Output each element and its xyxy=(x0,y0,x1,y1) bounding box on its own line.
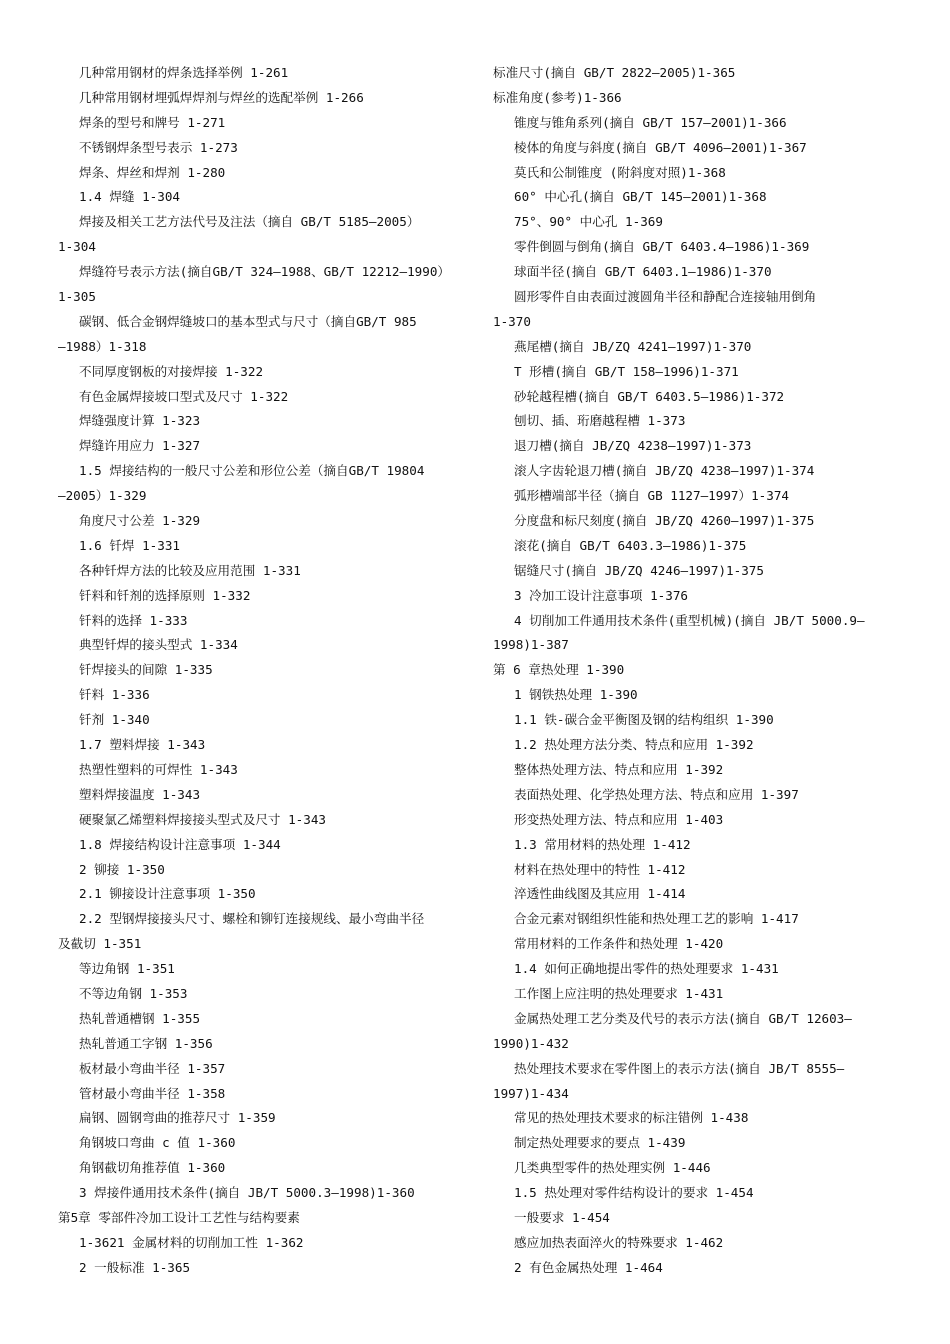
toc-entry: 燕尾槽(摘自 JB/ZQ 4241—1997)1-370 xyxy=(514,338,752,354)
toc-entry: 75°、90° 中心孔 1-369 xyxy=(514,214,663,230)
toc-entry: 滚花(摘自 GB/T 6403.3—1986)1-375 xyxy=(514,537,747,553)
toc-entry: 4 切削加工件通用技术条件(重型机械)(摘自 JB/T 5000.9— xyxy=(514,612,865,628)
toc-entry: 钎剂 1-340 xyxy=(79,712,150,728)
toc-entry: 2 铆接 1-350 xyxy=(79,861,165,877)
toc-entry: 塑料焊接温度 1-343 xyxy=(79,786,201,802)
toc-entry: 标准尺寸(摘自 GB/T 2822—2005)1-365 xyxy=(493,65,736,80)
toc-entry: 圆形零件自由表面过渡圆角半径和静配合连接轴用倒角 xyxy=(514,289,817,305)
toc-entry: 1.1 铁-碳合金平衡图及钢的结构组织 1-390 xyxy=(514,712,774,728)
toc-entry: 2 一般标准 1-365 xyxy=(79,1259,191,1275)
toc-entry: 钎料 1-336 xyxy=(79,687,150,703)
toc-entry: 焊缝许用应力 1-327 xyxy=(79,438,201,454)
toc-entry: 3 冷加工设计注意事项 1-376 xyxy=(514,587,689,603)
toc-entry: 热轧普通槽钢 1-355 xyxy=(79,1010,201,1026)
toc-entry: 1-305 xyxy=(58,289,96,305)
toc-entry: 板材最小弯曲半径 1-357 xyxy=(79,1060,226,1076)
toc-entry: 热塑性塑料的可焊性 1-343 xyxy=(79,761,238,777)
toc-entry: 材料在热处理中的特性 1-412 xyxy=(514,861,686,877)
toc-entry: 钎料和钎剂的选择原则 1-332 xyxy=(79,587,251,603)
toc-entry: 扁钢、圆钢弯曲的推荐尺寸 1-359 xyxy=(79,1110,276,1126)
toc-entry: 3 焊接件通用技术条件(摘自 JB/T 5000.3—1998)1-360 xyxy=(79,1185,415,1201)
toc-entry: 钎焊接头的间隙 1-335 xyxy=(79,662,213,678)
toc-entry: 整体热处理方法、特点和应用 1-392 xyxy=(514,761,724,777)
toc-entry: 刨切、插、珩磨越程槽 1-373 xyxy=(514,413,686,429)
toc-entry: 几类典型零件的热处理实例 1-446 xyxy=(514,1160,711,1176)
toc-entry: 焊缝强度计算 1-323 xyxy=(79,413,201,429)
toc-entry: 1.8 焊接结构设计注意事项 1-344 xyxy=(79,836,281,852)
toc-entry: 热处理技术要求在零件图上的表示方法(摘自 JB/T 8555— xyxy=(514,1060,845,1076)
toc-entry: 1-3621 金属材料的切削加工性 1-362 xyxy=(79,1234,304,1250)
toc-entry: 1.2 热处理方法分类、特点和应用 1-392 xyxy=(514,737,754,753)
toc-entry: 莫氏和公制锥度 (附斜度对照)1-368 xyxy=(514,164,726,180)
toc-entry: 焊条的型号和牌号 1-271 xyxy=(79,114,226,130)
toc-entry: 标准角度(参考)1-366 xyxy=(493,89,622,105)
toc-entry: 一般要求 1-454 xyxy=(514,1209,610,1225)
toc-entry: 2 有色金属热处理 1-464 xyxy=(514,1259,663,1275)
toc-entry: 1.3 常用材料的热处理 1-412 xyxy=(514,836,691,852)
toc-entry: 1990)1-432 xyxy=(493,1035,569,1051)
toc-entry: 2.2 型钢焊接接头尺寸、螺栓和铆钉连接规线、最小弯曲半径 xyxy=(79,911,425,927)
toc-entry: 第5章 零部件冷加工设计工艺性与结构要素 xyxy=(58,1209,300,1225)
toc-entry: 钎料的选择 1-333 xyxy=(79,612,188,628)
toc-entry: 1.4 焊缝 1-304 xyxy=(79,189,181,205)
toc-entry: 第 6 章热处理 1-390 xyxy=(493,662,625,678)
toc-entry: 砂轮越程槽(摘自 GB/T 6403.5—1986)1-372 xyxy=(514,388,785,404)
toc-entry: —2005）1-329 xyxy=(58,488,147,504)
toc-entry: 1.5 焊接结构的一般尺寸公差和形位公差（摘自GB/T 19804 xyxy=(79,463,425,479)
toc-entry: 金属热处理工艺分类及代号的表示方法(摘自 GB/T 12603— xyxy=(514,1010,852,1026)
toc-entry: 1998)1-387 xyxy=(493,637,569,653)
toc-entry: 退刀槽(摘自 JB/ZQ 4238—1997)1-373 xyxy=(514,438,752,454)
toc-entry: 球面半径(摘自 GB/T 6403.1—1986)1-370 xyxy=(514,264,772,280)
toc-entry: 形变热处理方法、特点和应用 1-403 xyxy=(514,811,724,827)
toc-entry: 各种钎焊方法的比较及应用范围 1-331 xyxy=(79,562,301,578)
toc-entry: 典型钎焊的接头型式 1-334 xyxy=(79,637,238,653)
toc-entry: 弧形槽端部半径（摘自 GB 1127—1997）1-374 xyxy=(514,488,790,504)
toc-entry: 有色金属焊接坡口型式及尺寸 1-322 xyxy=(79,388,289,404)
toc-entry: 零件倒圆与倒角(摘自 GB/T 6403.4—1986)1-369 xyxy=(514,239,810,255)
toc-entry: 1 钢铁热处理 1-390 xyxy=(514,687,638,703)
toc-entry: 几种常用钢材的焊条选择举例 1-261 xyxy=(79,65,289,80)
toc-entry: 锥度与锥角系列(摘自 GB/T 157—2001)1-366 xyxy=(514,114,787,130)
toc-entry: 1.5 热处理对零件结构设计的要求 1-454 xyxy=(514,1185,754,1201)
toc-entry: 锯缝尺寸(摘自 JB/ZQ 4246—1997)1-375 xyxy=(514,562,764,578)
toc-entry: 焊条、焊丝和焊剂 1-280 xyxy=(79,164,226,180)
toc-entry: 等边角钢 1-351 xyxy=(79,961,175,977)
toc-entry: 硬聚氯乙烯塑料焊接接头型式及尺寸 1-343 xyxy=(79,811,326,827)
toc-entry: 不锈钢焊条型号表示 1-273 xyxy=(79,139,238,155)
toc-entry: 棱体的角度与斜度(摘自 GB/T 4096—2001)1-367 xyxy=(514,139,807,155)
toc-entry: 角钢坡口弯曲 c 值 1-360 xyxy=(79,1135,236,1151)
toc-entry: 淬透性曲线图及其应用 1-414 xyxy=(514,886,686,902)
toc-entry: 热轧普通工字钢 1-356 xyxy=(79,1035,213,1051)
toc-entry: 碳钢、低合金钢焊缝坡口的基本型式与尺寸（摘自GB/T 985 xyxy=(79,313,417,329)
toc-entry: 常用材料的工作条件和热处理 1-420 xyxy=(514,936,724,952)
toc-entry: 1-304 xyxy=(58,239,96,255)
toc-entry: 1.6 钎焊 1-331 xyxy=(79,537,181,553)
toc-entry: 1-370 xyxy=(493,313,531,329)
toc-left-column xyxy=(58,61,466,1281)
toc-entry: 常见的热处理技术要求的标注错例 1-438 xyxy=(514,1110,749,1126)
toc-entry: 分度盘和标尺刻度(摘自 JB/ZQ 4260—1997)1-375 xyxy=(514,513,815,529)
toc-entry: 2.1 铆接设计注意事项 1-350 xyxy=(79,886,256,902)
toc-entry: 滚人字齿轮退刀槽(摘自 JB/ZQ 4238—1997)1-374 xyxy=(514,463,815,479)
toc-entry: 工作图上应注明的热处理要求 1-431 xyxy=(514,985,724,1001)
toc-entry: 60° 中心孔(摘自 GB/T 145—2001)1-368 xyxy=(514,189,767,205)
toc-right-column xyxy=(493,61,893,1281)
toc-entry: 及截切 1-351 xyxy=(58,936,142,952)
toc-entry: 不同厚度钢板的对接焊接 1-322 xyxy=(79,363,264,379)
toc-entry: 管材最小弯曲半径 1-358 xyxy=(79,1085,226,1101)
toc-entry: T 形槽(摘自 GB/T 158—1996)1-371 xyxy=(514,363,739,379)
toc-entry: 制定热处理要求的要点 1-439 xyxy=(514,1135,686,1151)
toc-entry: 焊缝符号表示方法(摘自GB/T 324—1988、GB/T 12212—1990） xyxy=(79,264,451,280)
toc-entry: 焊接及相关工艺方法代号及注法（摘自 GB/T 5185—2005） xyxy=(79,214,420,230)
toc-entry: 角度尺寸公差 1-329 xyxy=(79,513,201,529)
toc-entry: 不等边角钢 1-353 xyxy=(79,985,188,1001)
toc-entry: 1.4 如何正确地提出零件的热处理要求 1-431 xyxy=(514,961,779,977)
toc-entry: 表面热处理、化学热处理方法、特点和应用 1-397 xyxy=(514,786,799,802)
toc-entry: 合金元素对钢组织性能和热处理工艺的影响 1-417 xyxy=(514,911,799,927)
toc-entry: 角钢截切角推荐值 1-360 xyxy=(79,1160,226,1176)
toc-entry: 1997)1-434 xyxy=(493,1085,569,1101)
toc-entry: 几种常用钢材埋弧焊焊剂与焊丝的选配举例 1-266 xyxy=(79,89,364,105)
toc-entry: 1.7 塑料焊接 1-343 xyxy=(79,737,206,753)
toc-entry: —1988）1-318 xyxy=(58,338,147,354)
toc-entry: 感应加热表面淬火的特殊要求 1-462 xyxy=(514,1234,724,1250)
